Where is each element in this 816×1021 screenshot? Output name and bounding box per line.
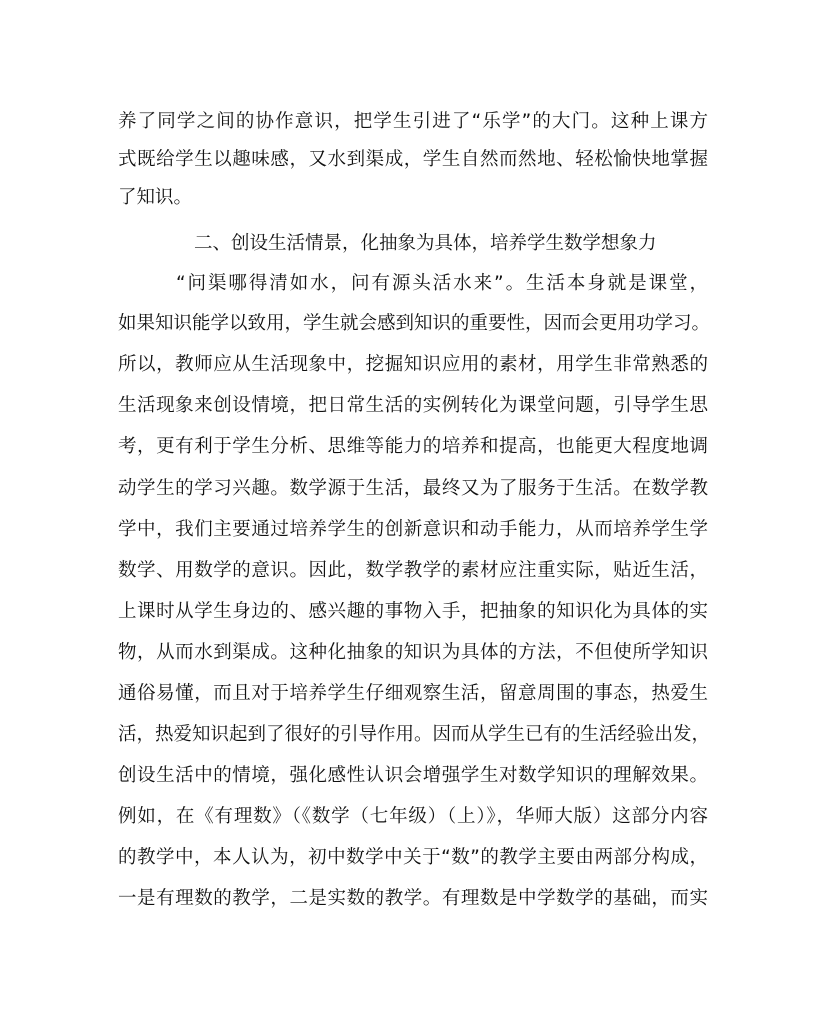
text-line: 式既给学生以趣味感，又水到渠成，学生自然而然地、轻松愉快地掌握 — [118, 149, 708, 170]
text-line: 学中，我们主要通过培养学生的创新意识和动手能力，从而培养学生学 — [118, 519, 708, 540]
text-line: 的教学中，本人认为，初中数学中关于“数”的教学主要由两部分构成， — [118, 847, 708, 868]
text-line: 了知识。 — [118, 187, 193, 208]
text-line: 上课时从学生身边的、感兴趣的事物入手，把抽象的知识化为具体的实 — [118, 601, 708, 622]
text-line: 动学生的学习兴趣。数学源于生活，最终又为了服务于生活。在数学教 — [118, 478, 708, 499]
text-line: 所以，教师应从生活现象中，挖掘知识应用的素材，用学生非常熟悉的 — [118, 354, 708, 375]
text-line: 考，更有利于学生分析、思维等能力的培养和提高，也能更大程度地调 — [118, 436, 708, 457]
text-line: 生活现象来创设情境，把日常生活的实例转化为课堂问题，引导学生思 — [118, 395, 708, 416]
text-line: 物，从而水到渠成。这种化抽象的知识为具体的方法，不但使所学知识 — [118, 642, 708, 663]
text-line: 如果知识能学以致用，学生就会感到知识的重要性，因而会更用功学习。 — [118, 313, 711, 334]
text-line: 例如，在《有理数》（《数学（七年级）（上）》，华师大版）这部分内容 — [118, 806, 708, 827]
text-line: 活，热爱知识起到了很好的引导作用。因而从学生已有的生活经验出发， — [118, 724, 711, 745]
text-line: “问渠哪得清如水，问有源头活水来”。生活本身就是课堂， — [176, 273, 708, 294]
section-heading: 二、创设生活情景，化抽象为具体，培养学生数学想象力 — [194, 233, 657, 254]
text-line: 一是有理数的教学，二是实数的教学。有理数是中学数学的基础，而实 — [118, 888, 708, 909]
text-line: 养了同学之间的协作意识，把学生引进了“乐学”的大门。这种上课方 — [118, 111, 708, 132]
text-line: 通俗易懂，而且对于培养学生仔细观察生活，留意周围的事态，热爱生 — [118, 683, 708, 704]
text-line: 数学、用数学的意识。因此，数学教学的素材应注重实际，贴近生活， — [118, 560, 708, 581]
text-line: 创设生活中的情境，强化感性认识会增强学生对数学知识的理解效果。 — [118, 765, 708, 786]
